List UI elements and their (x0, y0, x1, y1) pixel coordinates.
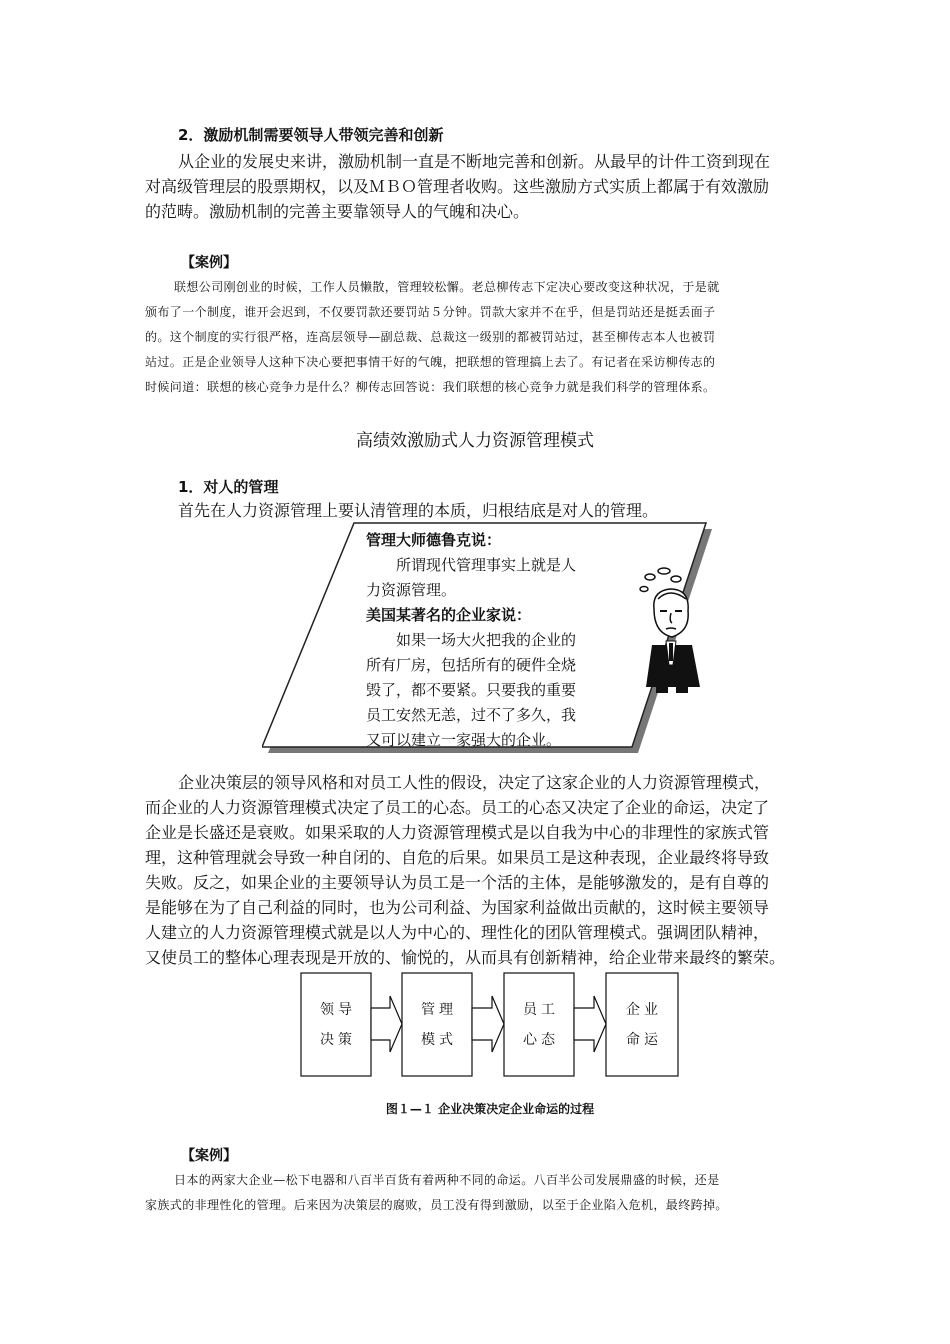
flow-arrow-icon (574, 996, 606, 1052)
case-label: 【案例】 (181, 255, 237, 271)
thought-swirl-icon (671, 576, 681, 582)
flow-label: 心态 (523, 1032, 559, 1048)
quote-line: 如果一场大火把我的企业的 (396, 631, 577, 649)
paragraph-line: 对高级管理层的股票期权，以及ＭＢＯ管理者收购。这些激励方式实质上都属于有效激励 (145, 177, 770, 196)
quote-line: 所谓现代管理事实上就是人 (396, 556, 577, 574)
quote-line: 员工安然无恙，过不了多久，我 (366, 706, 577, 724)
paragraph-line: 企业是长盛还是衰败。如果采取的人力资源管理模式是以自我为中心的非理性的家族式管 (145, 823, 770, 842)
flow-arrow-icon (472, 996, 504, 1052)
paragraph-line: 理，这种管理就会导致一种自闭的、自危的后果。如果员工是这种表现，企业最终将导致 (145, 848, 770, 867)
case-line: 联想公司刚创业的时候，工作人员懒散，管理较松懈。老总柳传志下定决心要改变这种状况，于是就 (174, 280, 720, 294)
case-line: 家族式的非理性化的管理。后来因为决策层的腐败，员工没有得到激励，以至于企业陷入危机，最终跨掉。 (145, 1198, 728, 1212)
case-label: 【案例】 (181, 1148, 237, 1164)
paragraph-line: 又使员工的整体心理表现是开放的、愉悦的，从而具有创新精神，给企业带来最终的繁荣。 (145, 948, 786, 967)
case-line: 的。这个制度的实行很严格，连高层领导—副总裁、总裁这一级别的都被罚站过，甚至柳传志本人也被罚 (145, 330, 716, 344)
case-line: 站过。正是企业领导人这种下决心要把事情干好的气魄，把联想的管理搞上去了。有记者在采访柳传志的 (145, 355, 716, 369)
flow-label: 员工 (523, 1002, 559, 1018)
quote-line: 力资源管理。 (366, 581, 457, 599)
thought-swirl-icon (645, 574, 655, 580)
quote-speaker: 美国某著名的企业家说： (366, 606, 532, 624)
flow-box-management (402, 973, 472, 1076)
flow-diagram (300, 972, 680, 1077)
thought-swirl-icon (640, 587, 648, 592)
paragraph-line: 的范畴。激励机制的完善主要靠领导人的气魄和决心。 (145, 202, 530, 221)
quote-content (366, 528, 616, 753)
flow-label: 决策 (320, 1032, 356, 1048)
quote-speaker: 管理大师德鲁克说： (366, 531, 502, 549)
paragraph-line: 企业决策层的领导风格和对员工人性的假设，决定了这家企业的人力资源管理模式， (178, 773, 771, 792)
flow-box-destiny (606, 973, 678, 1076)
paragraph-line: 失败。反之，如果企业的主要领导认为员工是一个活的主体，是能够激发的，是有自尊的 (145, 873, 770, 892)
paragraph-line: 首先在人力资源管理上要认清管理的本质，归根结底是对人的管理。 (178, 501, 659, 520)
quote-line: 所有厂房，包括所有的硬件全烧 (366, 656, 577, 674)
flow-label: 管理 (421, 1002, 457, 1018)
flow-box-employee (504, 973, 574, 1076)
case-line: 时候问道：联想的核心竞争力是什么？柳传志回答说：我们联想的核心竞争力就是我们科学的管理体系。 (145, 380, 716, 394)
foot-icon (656, 687, 668, 693)
flow-box-leadership (301, 973, 371, 1076)
paragraph-line: 从企业的发展史来讲，激励机制一直是不断地完善和创新。从最早的计件工资到现在 (178, 152, 771, 171)
paragraph-line: 人建立的人力资源管理模式就是以人为中心的、理性化的团队管理模式。强调团队精神， (145, 923, 770, 942)
quote-line: 又可以建立一家强大的企业。 (366, 731, 562, 749)
flow-label: 命运 (626, 1032, 662, 1048)
quote-line: 毁了，都不要紧。只要我的重要 (366, 681, 577, 699)
foot-icon (676, 687, 688, 693)
flow-label: 模式 (421, 1032, 457, 1048)
flow-label: 领导 (320, 1002, 356, 1018)
thought-swirl-icon (658, 568, 670, 574)
paragraph-line: 而企业的人力资源管理模式决定了员工的心态。员工的心态又决定了企业的命运，决定了 (145, 798, 770, 817)
page-title: 高绩效激励式人力资源管理模式 (356, 431, 594, 451)
tie-icon (669, 643, 673, 661)
flow-label: 企业 (626, 1002, 662, 1018)
case-line: 日本的两家大企业—松下电器和八百半百货有着两种不同的命运。八百半公司发展鼎盛的时候，还是 (174, 1173, 720, 1187)
case-line: 颁布了一个制度，谁开会迟到，不仅要罚款还要罚站５分钟。罚款大家并不在乎，但是罚站还是挺丢面子 (145, 305, 716, 319)
paragraph-line: 是能够在为了自己利益的同时，也为公司利益、为国家利益做出贡献的，这时候主要领导 (145, 898, 770, 917)
section-heading: 1．对人的管理 (178, 478, 279, 496)
flow-arrow-icon (371, 996, 402, 1052)
section-heading: 2．激励机制需要领导人带领完善和创新 (178, 126, 444, 144)
figure-caption: 图１—１ 企业决策决定企业命运的过程 (385, 1102, 595, 1116)
thinking-man-illustration (630, 565, 710, 695)
